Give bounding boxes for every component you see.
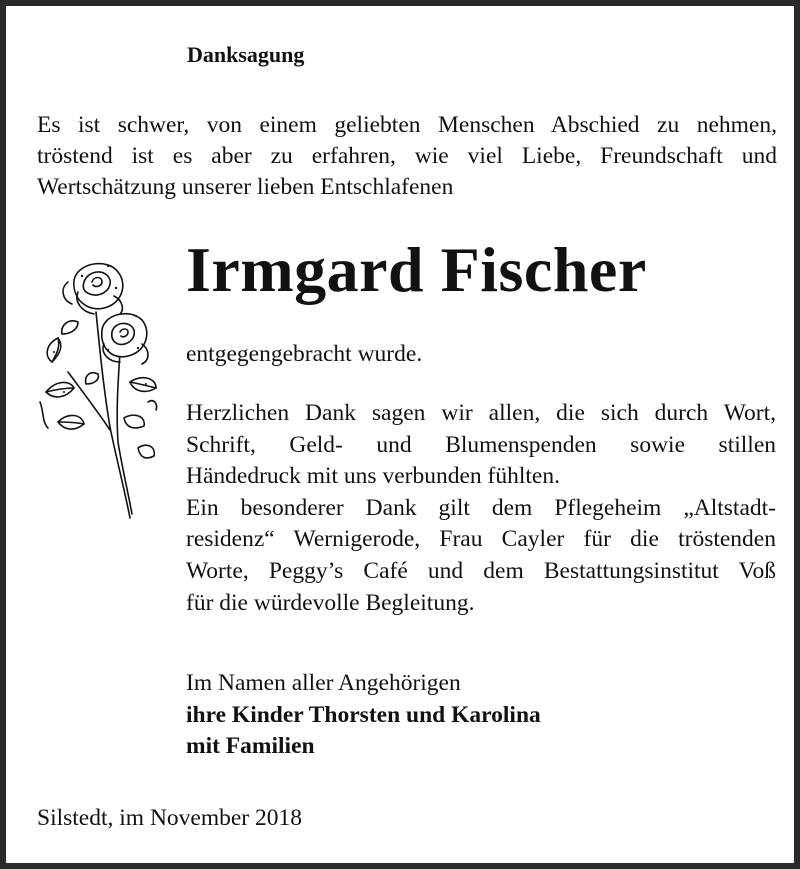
intro-line: tröstend ist es aber zu erfahren, wie viel Liebe, Freundschaft und xyxy=(37,143,777,169)
thanks-line: Worte, Peggy’s Café und dem Bestattungsinstitut Voß xyxy=(186,557,776,584)
rose-icon xyxy=(38,252,160,524)
signature-block xyxy=(186,668,541,763)
intro-line: Wertschätzung unserer lieben Entschlafenen xyxy=(37,174,454,200)
place-date: Silstedt, im November 2018 xyxy=(37,805,303,831)
deceased-name: Irmgard Fischer xyxy=(186,234,647,305)
thanks-line: Herzlichen Dank sagen wir allen, die sich durch Wort, xyxy=(186,400,776,426)
after-name-text: entgegengebracht wurde. xyxy=(186,341,423,367)
thanks-line: Schrift, Geld- und Blumenspenden sowie stillen xyxy=(186,431,776,458)
thanks-line: Ein besonderer Dank gilt dem Pflegeheim „Altstadt- xyxy=(186,494,776,521)
intro-line: Es ist schwer, von einem geliebten Menschen Abschied zu nehmen, xyxy=(37,112,777,138)
thanks-line: Händedruck mit uns verbunden fühlten. xyxy=(186,463,560,490)
sign-families: mit Familien xyxy=(186,733,315,759)
intro-paragraph xyxy=(37,110,777,203)
thanks-line: für die würdevolle Begleitung. xyxy=(186,589,475,616)
heading-danksagung: Danksagung xyxy=(187,42,305,67)
sign-names: ihre Kinder Thorsten und Karolina xyxy=(186,701,541,728)
thanks-line: residenz“ Wernigerode, Frau Cayler für die tröstenden xyxy=(186,526,776,553)
sign-intro: Im Namen aller Angehörigen xyxy=(186,670,461,696)
thanks-paragraph xyxy=(186,398,776,619)
